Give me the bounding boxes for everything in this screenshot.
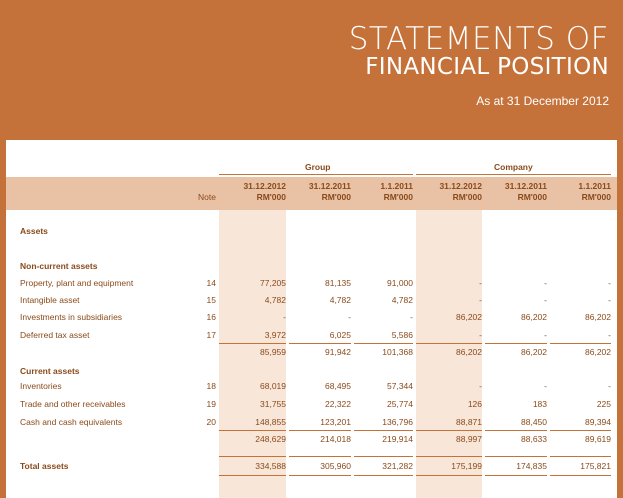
row-label: Property, plant and equipment <box>20 278 134 288</box>
column-header-unit: RM'000 <box>256 192 286 202</box>
row-value: - <box>544 278 547 288</box>
company-label: Company <box>494 162 533 172</box>
row-value: 22,322 <box>325 399 351 409</box>
row-value: 214,018 <box>320 434 351 444</box>
subtotal-rule <box>550 430 611 431</box>
row-label: Investments in subsidiaries <box>20 312 123 322</box>
row-value: - <box>479 278 482 288</box>
group-label: Group <box>305 162 331 172</box>
page-title-line2: FINANCIAL POSITION <box>365 54 609 80</box>
column-header-date: 1.1.2011 <box>578 181 611 191</box>
row-note: 16 <box>206 312 216 322</box>
row-value: 91,000 <box>387 278 413 288</box>
column-header-date: 31.12.2012 <box>243 181 286 191</box>
subtotal-rule <box>219 456 286 457</box>
row-value: 3,972 <box>264 330 286 340</box>
row-value: - <box>544 295 547 305</box>
subtotal-rule <box>416 430 482 431</box>
row-value: 123,201 <box>320 417 351 427</box>
row-value: 77,205 <box>260 278 286 288</box>
financial-statement-table <box>6 140 617 498</box>
row-value: - <box>608 278 611 288</box>
row-label: Intangible asset <box>20 295 80 305</box>
row-value: 25,774 <box>387 399 413 409</box>
subtotal-rule <box>354 475 413 476</box>
row-value: - <box>479 330 482 340</box>
row-note: 14 <box>206 278 216 288</box>
row-value: - <box>608 295 611 305</box>
row-label: Trade and other receivables <box>20 399 126 409</box>
row-value: 183 <box>532 399 547 409</box>
subtotal-rule <box>416 343 482 344</box>
row-value: 88,450 <box>521 417 547 427</box>
column-header-unit: RM'000 <box>383 192 413 202</box>
row-value: 68,495 <box>325 381 351 391</box>
row-value: 89,394 <box>585 417 611 427</box>
row-value: 4,782 <box>264 295 286 305</box>
row-value: - <box>479 295 482 305</box>
company-rule <box>416 174 611 175</box>
row-value: 175,821 <box>580 461 611 471</box>
row-note: 18 <box>206 381 216 391</box>
page-title-line1: STATEMENTS OF <box>348 21 609 57</box>
subtotal-rule <box>219 475 286 476</box>
row-value: - <box>544 330 547 340</box>
row-value: 68,019 <box>260 381 286 391</box>
subtotal-rule <box>485 456 547 457</box>
column-header-date: 1.1.2011 <box>380 181 413 191</box>
subtotal-rule <box>354 430 413 431</box>
row-label: Deferred tax asset <box>20 330 90 340</box>
row-note: 17 <box>206 330 216 340</box>
subtotal-rule <box>416 456 482 457</box>
subtotal-rule <box>485 343 547 344</box>
subtotal-rule <box>354 343 413 344</box>
row-value: 86,202 <box>585 312 611 322</box>
row-value: - <box>544 381 547 391</box>
row-value: 86,202 <box>585 347 611 357</box>
row-value: 31,755 <box>260 399 286 409</box>
row-value: 101,368 <box>382 347 413 357</box>
row-value: 225 <box>596 399 611 409</box>
row-value: 174,835 <box>516 461 547 471</box>
row-value: 86,202 <box>456 347 482 357</box>
subtotal-rule <box>289 430 351 431</box>
row-value: 305,960 <box>320 461 351 471</box>
row-value: - <box>283 312 286 322</box>
row-value: 88,997 <box>456 434 482 444</box>
column-header-unit: RM'000 <box>517 192 547 202</box>
row-value: 85,959 <box>260 347 286 357</box>
subtotal-rule <box>550 343 611 344</box>
subtotal-rule <box>219 343 286 344</box>
subtotal-rule <box>416 475 482 476</box>
column-header-date: 31.12.2012 <box>439 181 482 191</box>
row-value: 5,586 <box>391 330 413 340</box>
row-value: 219,914 <box>382 434 413 444</box>
row-value: - <box>348 312 351 322</box>
row-value: 81,135 <box>325 278 351 288</box>
row-value: - <box>410 312 413 322</box>
subtotal-rule <box>485 475 547 476</box>
row-value: 175,199 <box>451 461 482 471</box>
row-value: 248,629 <box>255 434 286 444</box>
subtotal-rule <box>289 456 351 457</box>
row-value: 4,782 <box>329 295 351 305</box>
row-value: - <box>608 381 611 391</box>
section-assets: Assets <box>20 226 48 236</box>
row-note: 20 <box>206 417 216 427</box>
row-value: 86,202 <box>521 312 547 322</box>
row-value: 136,796 <box>382 417 413 427</box>
subtotal-rule <box>550 456 611 457</box>
row-label: Cash and cash equivalents <box>20 417 123 427</box>
row-value: 91,942 <box>325 347 351 357</box>
column-header-unit: RM'000 <box>452 192 482 202</box>
subtotal-rule <box>354 456 413 457</box>
section-current-assets: Current assets <box>20 366 80 376</box>
row-value: 334,588 <box>255 461 286 471</box>
row-value: 126 <box>467 399 482 409</box>
row-note: 19 <box>206 399 216 409</box>
row-value: 57,344 <box>387 381 413 391</box>
row-value: 321,282 <box>382 461 413 471</box>
row-value: 86,202 <box>521 347 547 357</box>
row-value: 88,633 <box>521 434 547 444</box>
row-value: 89,619 <box>585 434 611 444</box>
subtotal-rule <box>485 430 547 431</box>
row-value: 4,782 <box>391 295 413 305</box>
group-rule <box>219 174 413 175</box>
column-header-date: 31.12.2011 <box>504 181 547 191</box>
subtotal-rule <box>289 475 351 476</box>
section-noncurrent-assets: Non-current assets <box>20 261 98 271</box>
row-value: - <box>479 381 482 391</box>
column-header-date: 31.12.2011 <box>308 181 351 191</box>
row-value: - <box>608 330 611 340</box>
subtotal-rule <box>550 475 611 476</box>
row-value: 148,855 <box>255 417 286 427</box>
row-value: 6,025 <box>329 330 351 340</box>
row-label: Inventories <box>20 381 62 391</box>
subtotal-rule <box>289 343 351 344</box>
total-assets-label: Total assets <box>20 461 69 471</box>
row-value: 86,202 <box>456 312 482 322</box>
column-header-unit: RM'000 <box>581 192 611 202</box>
column-header-unit: RM'000 <box>321 192 351 202</box>
statement-date: As at 31 December 2012 <box>476 94 609 108</box>
subtotal-rule <box>219 430 286 431</box>
note-column-header: Note <box>198 192 216 202</box>
row-note: 15 <box>206 295 216 305</box>
row-value: 88,871 <box>456 417 482 427</box>
